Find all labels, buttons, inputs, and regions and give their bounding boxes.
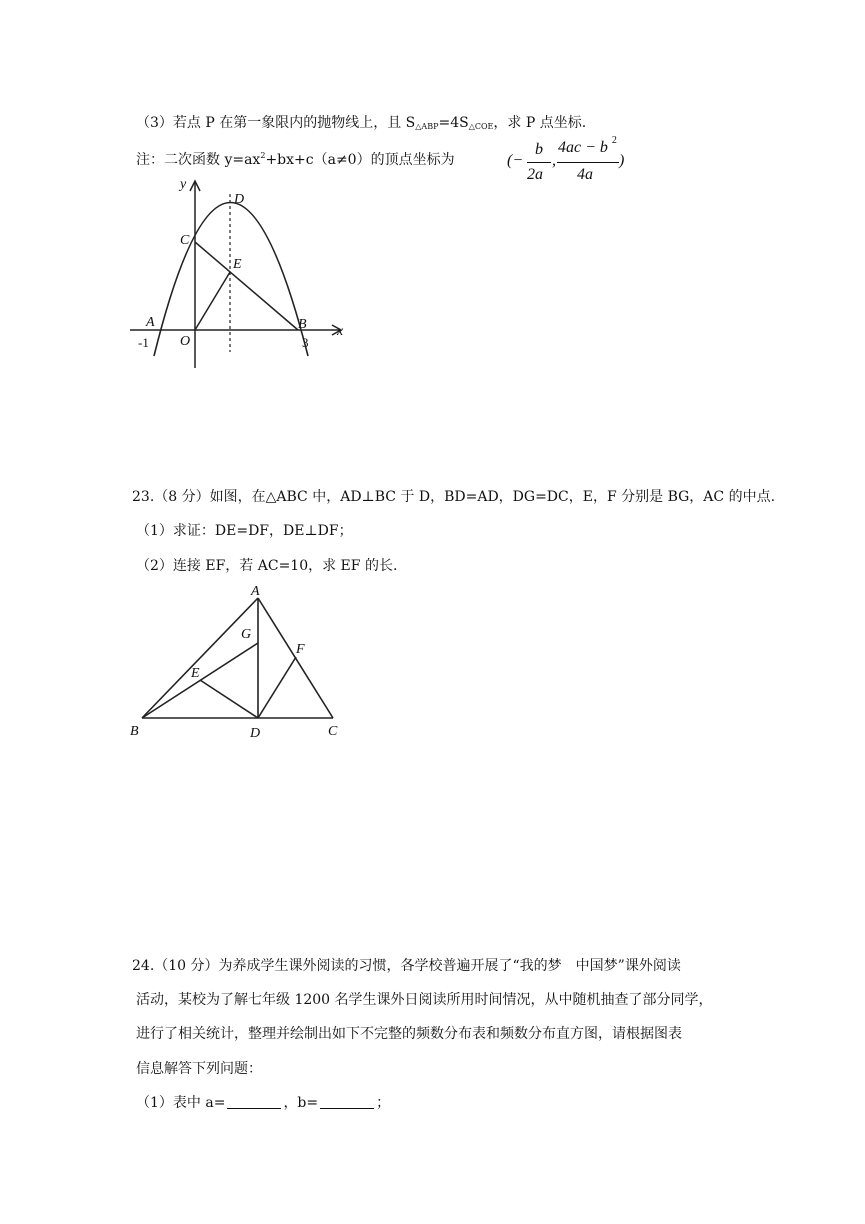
- label-e2: E: [191, 666, 200, 681]
- label-3: 3: [302, 335, 309, 350]
- note-prefix: 注：二次函数 y=ax: [136, 152, 261, 168]
- formula-close: ): [619, 152, 625, 169]
- label-y: y: [180, 177, 187, 192]
- note-suffix: +bx+c（a≠0）的顶点坐标为: [265, 152, 455, 168]
- formula-open: (−: [507, 152, 524, 169]
- formula-bar2: [557, 162, 619, 163]
- segment-ed: [200, 680, 258, 718]
- label-o: O: [180, 334, 191, 349]
- label-a: A: [146, 315, 155, 330]
- note-sup: 2: [260, 151, 266, 160]
- formula-num2: 4ac − b: [558, 139, 608, 156]
- q24-part1: [136, 1094, 390, 1112]
- label-e: E: [233, 257, 242, 272]
- formula-den2: 4a: [577, 166, 593, 183]
- formula-num2-sup: 2: [611, 135, 617, 146]
- segment-ab: [142, 598, 258, 718]
- formula-den1: 2a: [527, 166, 543, 183]
- label-a2: A: [251, 584, 260, 599]
- q24-part1-mid: ，b=: [283, 1095, 319, 1111]
- formula-num1: b: [535, 141, 543, 158]
- q24-line4: 信息解答下列问题：: [136, 1061, 262, 1077]
- label-d2: D: [250, 726, 261, 741]
- label-neg1: -1: [138, 335, 149, 350]
- label-d: D: [234, 192, 245, 207]
- label-c: C: [180, 233, 190, 248]
- formula-comma: ,: [552, 152, 556, 169]
- q24-part1-prefix: （1）表中 a=: [136, 1095, 226, 1111]
- q23-part2: （2）连接 EF，若 AC=10，求 EF 的长.: [136, 558, 398, 574]
- answer-blank-b[interactable]: [320, 1096, 374, 1109]
- q22-part3-text: [136, 114, 586, 136]
- label-c2: C: [328, 724, 338, 739]
- vertex-formula: [505, 135, 635, 190]
- q22-part3-mid: =4S: [438, 115, 469, 131]
- segment-df: [258, 657, 296, 718]
- segment-oe: [195, 272, 230, 330]
- note-text: [136, 147, 455, 169]
- q24-part1-suffix: ；: [376, 1095, 391, 1111]
- triangle-figure: [120, 580, 360, 745]
- label-f: F: [296, 642, 305, 657]
- formula-num2-wrap: [558, 135, 617, 157]
- q22-part3-prefix: （3）若点 P 在第一象限内的抛物线上，且 S: [136, 115, 416, 131]
- q24-line3: 进行了相关统计，整理并绘制出如下不完整的频数分布表和频数分布直方图，请根据图表: [136, 1026, 682, 1042]
- answer-blank-a[interactable]: [227, 1096, 281, 1109]
- parabola-curve: [154, 203, 308, 357]
- q22-part3-sub-abp: △ABP: [415, 122, 439, 131]
- label-b: B: [298, 317, 307, 332]
- q23-part1: （1）求证：DE=DF，DE⊥DF；: [136, 523, 353, 539]
- parabola-figure: [120, 170, 360, 375]
- formula-bar1: [527, 162, 551, 163]
- q22-part3-suffix: ，求 P 点坐标.: [493, 115, 587, 131]
- label-x: x: [337, 324, 344, 339]
- q23-title: 23.（8 分）如图，在△ABC 中，AD⊥BC 于 D，BD=AD，DG=DC，E，F 分别是 BG，AC 的中点.: [132, 489, 776, 505]
- q22-part3-sub-coe: △COE: [468, 122, 494, 131]
- q24-line1: 24.（10 分）为养成学生课外阅读的习惯，各学校普遍开展了“我的梦 中国梦”课外阅读: [132, 958, 681, 974]
- q24-line2: 活动，某校为了解七年级 1200 名学生课外日阅读所用时间情况，从中随机抽查了部分同学，: [136, 992, 713, 1008]
- label-g: G: [241, 627, 252, 642]
- label-b2: B: [130, 724, 139, 739]
- segment-cb: [195, 242, 298, 330]
